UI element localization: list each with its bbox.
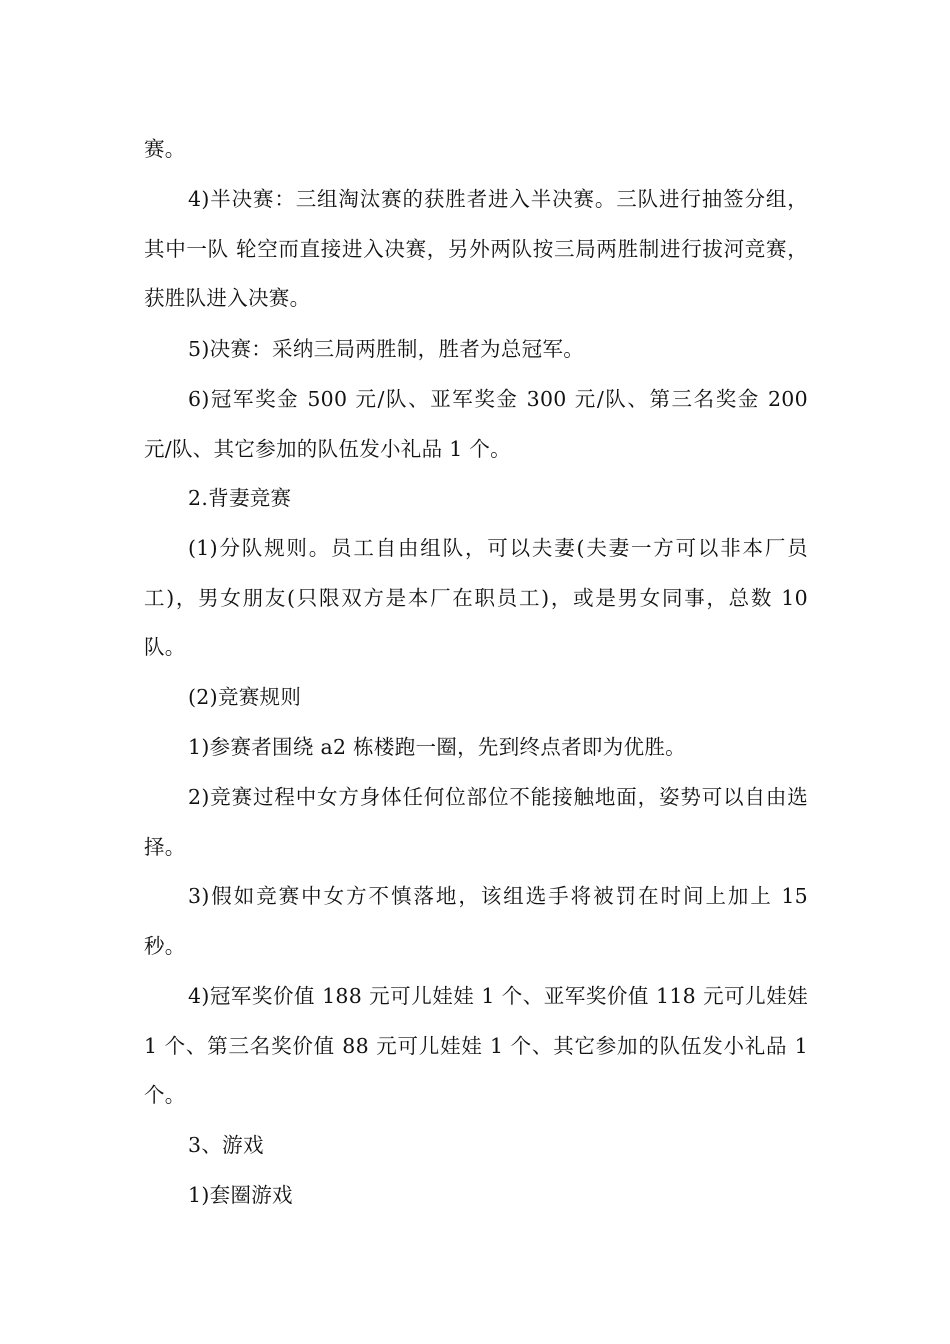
section-heading-wife-carrying: 2.背妻竞赛	[188, 486, 292, 510]
paragraph-rule-2: 2)竞赛过程中女方身体任何位部位不能接触地面，姿势可以自由选择。	[144, 785, 808, 859]
paragraph-rule-4-prizes: 4)冠军奖价值 188 元可儿娃娃 1 个、亚军奖价值 118 元可儿娃娃 1 个、第三名奖价值 88 元可儿娃娃 1 个、其它参加的队伍发小礼品 1 个。	[144, 984, 808, 1107]
paragraph-rule-1: 1)参赛者围绕 a2 栋楼跑一圈，先到终点者即为优胜。	[188, 735, 686, 759]
paragraph-final: 5)决赛：采纳三局两胜制，胜者为总冠军。	[188, 337, 585, 361]
subheading-competition-rules: (2)竞赛规则	[188, 685, 302, 709]
paragraph-continuation: 赛。	[144, 137, 186, 161]
paragraph-prize-tug-of-war: 6)冠军奖金 500 元/队、亚军奖金 300 元/队、第三名奖金 200 元/队、其它参加的队伍发小礼品 1 个。	[144, 387, 808, 461]
paragraph-semifinal: 4)半决赛：三组淘汰赛的获胜者进入半决赛。三队进行抽签分组，其中一队 轮空而直接进入决赛，另外两队按三局两胜制进行拔河竞赛，获胜队进入决赛。	[144, 187, 808, 310]
paragraph-team-rules: (1)分队规则。员工自由组队，可以夫妻(夫妻一方可以非本厂员工)，男女朋友(只限双方是本厂在职员工)，或是男女同事，总数 10 队。	[144, 536, 808, 659]
paragraph-rule-3: 3)假如竞赛中女方不慎落地，该组选手将被罚在时间上加上 15 秒。	[144, 884, 808, 958]
section-heading-games: 3、游戏	[188, 1133, 264, 1157]
paragraph-ring-toss: 1)套圈游戏	[188, 1183, 293, 1207]
